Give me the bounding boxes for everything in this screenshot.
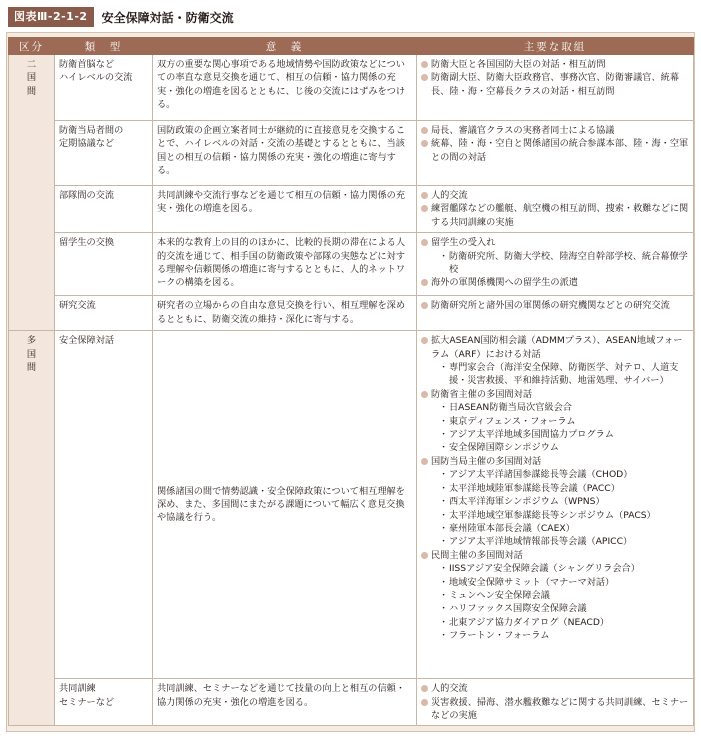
figure-label: 図表Ⅲ-2-1-2 — [8, 7, 94, 27]
category-cell-bilateral — [9, 55, 55, 331]
sub-activity-text: ミュンヘン安全保障会議 — [449, 589, 550, 601]
activity-item — [421, 189, 689, 202]
middle-dot-bullet-icon: ・ — [439, 496, 449, 508]
sub-activity-text: フラートン・フォーラム — [449, 630, 550, 642]
activity-item — [421, 71, 689, 98]
activities-cell — [417, 679, 694, 726]
circle-bullet-icon — [421, 205, 428, 212]
activity-item — [421, 276, 689, 289]
circle-bullet-icon — [421, 685, 428, 692]
activity-text: 人的交流 — [431, 683, 468, 695]
sub-activity-text: アジア太平洋諸国参謀総長等会議（CHOD） — [449, 469, 633, 481]
activity-list — [421, 58, 689, 98]
type-label: 部隊間の交流 — [59, 190, 115, 201]
sub-activity-text: 太平洋地域陸軍参謀総長等会議（PACC） — [449, 482, 620, 494]
table-row — [9, 331, 694, 679]
sub-activity-text: 西太平洋海軍シンポジウム（WPNS） — [449, 496, 605, 508]
activity-text: 防衛副大臣、防衛大臣政務官、事務次官、防衛審議官、統幕長、陸・海・空幕長クラスの対話・相互訪問 — [431, 72, 680, 97]
type-label: 研究交流 — [59, 300, 96, 312]
activity-item — [421, 696, 689, 723]
type-cell — [55, 121, 153, 186]
type-label: 防衛首脳など ハイレベルの交流 — [59, 59, 133, 84]
sub-activity-item — [439, 576, 689, 589]
table-body — [9, 55, 694, 726]
sub-activity-text: 防衛研究所、防衛大学校、陸海空自幹部学校、統合幕僚学校 — [449, 250, 688, 276]
circle-bullet-icon — [421, 391, 428, 398]
activity-text: 防衛省主催の多国間対話 — [431, 388, 533, 400]
sub-activity-item — [439, 482, 689, 495]
meaning-cell: 本来的な教育上の目的のほかに、比較的長期の滞在による人的交流を通じて、相手国の防衛政策や部隊の実態などに対する理解や信頼関係の増進に寄与するとともに、人的ネットワークの構築を図る。 — [153, 233, 417, 296]
meaning-cell: 研究者の立場からの自由な意見交換を行い、相互理解を深めるとともに、防衛交流の維持・深化に寄与する。 — [153, 296, 417, 331]
sub-activity-list — [431, 401, 689, 455]
activities-cell — [417, 233, 694, 296]
type-cell — [55, 186, 153, 233]
sub-activity-item — [439, 428, 689, 441]
sub-activity-list — [431, 468, 689, 548]
meaning-cell: 共同訓練、セミナーなどを通じて技量の向上と相互の信頼・協力関係の充実・強化の増進を図る。 — [153, 679, 417, 726]
sub-activity-text: ハリファックス国際安全保障会議 — [449, 603, 587, 615]
header-category: 区分 — [9, 38, 55, 55]
sub-activity-text: IISSアジア安全保障会議（シャングリラ会合） — [449, 563, 640, 575]
activity-item — [421, 455, 689, 549]
sub-activity-item — [439, 401, 689, 414]
activity-list — [421, 682, 689, 722]
circle-bullet-icon — [421, 552, 428, 559]
circle-bullet-icon — [421, 74, 428, 81]
middle-dot-bullet-icon: ・ — [439, 469, 449, 481]
activity-text: 防衛大臣と各国国防大臣の対話・相互訪問 — [431, 59, 606, 70]
table-row — [9, 679, 694, 726]
category-cell-multilateral — [9, 331, 55, 726]
middle-dot-bullet-icon: ・ — [439, 402, 449, 414]
circle-bullet-icon — [421, 192, 428, 199]
table-row — [9, 296, 694, 331]
activity-list — [421, 124, 689, 164]
circle-bullet-icon — [421, 279, 428, 286]
meaning-cell: 共同訓練や交流行事などを通じて相互の信頼・協力関係の充実・強化の増進を図る。 — [153, 186, 417, 233]
meaning-cell: 双方の重要な関心事項である地域情勢や国防政策などについての率直な意見交換を通じて、相互の信頼・協力関係の充実・強化の増進を図るとともに、じ後の交流にはずみをつける。 — [153, 55, 417, 121]
sub-activity-text: 安全保障国際シンポジウム — [449, 442, 559, 454]
sub-activity-text: 北東アジア協力ダイアログ（NEACD） — [449, 616, 610, 628]
sub-activity-text: 日ASEAN防衛当局次官級会合 — [449, 402, 572, 414]
figure-header — [8, 6, 234, 28]
sub-activity-item — [439, 415, 689, 428]
activity-item — [421, 299, 689, 312]
middle-dot-bullet-icon: ・ — [439, 563, 449, 575]
sub-activity-text: アジア太平洋地域情報部長等会議（APICC） — [449, 536, 633, 548]
sub-activity-item — [439, 602, 689, 615]
circle-bullet-icon — [421, 239, 428, 246]
sub-activity-text: 東京ディフェンス・フォーラム — [449, 415, 576, 427]
figure-title: 安全保障対話・防衛交流 — [101, 10, 234, 25]
circle-bullet-icon — [421, 337, 428, 344]
middle-dot-bullet-icon: ・ — [439, 250, 449, 262]
circle-bullet-icon — [421, 127, 428, 134]
activity-text: 国防当局主催の多国間対話 — [431, 455, 542, 467]
header-type: 類 型 — [55, 38, 153, 55]
activity-item — [421, 388, 689, 455]
category-label: 多国間 — [26, 335, 37, 374]
sub-activity-item — [439, 562, 689, 575]
middle-dot-bullet-icon: ・ — [439, 509, 449, 521]
sub-activity-list — [431, 562, 689, 642]
middle-dot-bullet-icon: ・ — [439, 589, 449, 601]
middle-dot-bullet-icon: ・ — [439, 482, 449, 494]
middle-dot-bullet-icon: ・ — [439, 616, 449, 628]
activity-list — [421, 189, 689, 229]
sub-activity-item — [439, 250, 689, 277]
type-cell — [55, 296, 153, 331]
type-label: 安全保障対話 — [59, 335, 115, 347]
activity-text: 人的交流 — [431, 190, 468, 201]
exchange-table — [8, 37, 694, 726]
middle-dot-bullet-icon: ・ — [439, 415, 449, 427]
header-meaning: 意 義 — [153, 38, 417, 55]
activity-list — [421, 334, 689, 642]
table-row — [9, 121, 694, 186]
type-label: 留学生の交換 — [59, 237, 115, 249]
sub-activity-item — [439, 589, 689, 602]
table-row — [9, 55, 694, 121]
sub-activity-item — [439, 495, 689, 508]
middle-dot-bullet-icon: ・ — [439, 603, 449, 615]
sub-activity-text: アジア太平洋地域多国間協力プログラム — [449, 429, 614, 441]
middle-dot-bullet-icon: ・ — [439, 576, 449, 588]
type-cell — [55, 679, 153, 726]
middle-dot-bullet-icon: ・ — [439, 429, 449, 441]
activity-item — [421, 124, 689, 137]
activity-text: 練習艦隊などの艦艇、航空機の相互訪問、捜索・救難などに関する共同訓練の実施 — [431, 203, 689, 228]
activity-text: 災害救援、掃海、潜水艦救難などに関する共同訓練、セミナーなどの実施 — [431, 696, 689, 722]
type-cell — [55, 55, 153, 121]
sub-activity-text: 地域安全保障サミット（マナーマ対話） — [449, 576, 615, 588]
header-activities: 主要な取組 — [417, 38, 694, 55]
circle-bullet-icon — [421, 458, 428, 465]
sub-activity-text: 太平洋地域空軍参謀総長等シンポジウム（PACS） — [449, 509, 656, 521]
activity-item — [421, 137, 689, 164]
meaning-cell: 関係諸国の間で情勢認識・安全保障政策について相互理解を深め、また、多国間にまたがる課題について幅広く意見交換や協議を行う。 — [153, 331, 417, 679]
sub-activity-item — [439, 629, 689, 642]
sub-activity-text: 専門家会合（海洋安全保障、防衛医学、対テロ、人道支援・災害救援、平和維持活動、地雷処理、サイバー） — [449, 362, 679, 387]
activity-item — [421, 58, 689, 71]
type-cell — [55, 331, 153, 679]
sub-activity-item — [439, 522, 689, 535]
sub-activity-item — [439, 535, 689, 548]
middle-dot-bullet-icon: ・ — [439, 536, 449, 548]
sub-activity-list — [431, 361, 689, 388]
meaning-cell: 国防政策の企画立案者同士が継続的に直接意見を交換することで、ハイレベルの対話・交流の基礎とするとともに、当該国との相互の信頼・協力関係の充実・強化の増進に寄与する。 — [153, 121, 417, 186]
activity-text: 拡大ASEAN国防相会議（ADMMプラス）、ASEAN地域フォーラム（ARF）における対話 — [431, 335, 683, 360]
sub-activity-item — [439, 616, 689, 629]
circle-bullet-icon — [421, 302, 428, 309]
activities-cell — [417, 296, 694, 331]
activities-cell — [417, 55, 694, 121]
activity-item — [421, 202, 689, 229]
circle-bullet-icon — [421, 140, 428, 147]
middle-dot-bullet-icon: ・ — [439, 522, 449, 534]
activity-item — [421, 334, 689, 388]
activity-text: 海外の軍関係機関への留学生の派遣 — [431, 277, 578, 289]
type-label: 共同訓練 セミナーなど — [59, 683, 115, 708]
activity-item — [421, 549, 689, 643]
activities-cell — [417, 186, 694, 233]
activity-text: 統幕、陸・海・空自と関係諸国の統合参謀本部、陸・海・空軍との間の対話 — [431, 138, 689, 163]
category-label: 二国間 — [26, 59, 37, 97]
sub-activity-item — [439, 509, 689, 522]
activities-cell — [417, 121, 694, 186]
table-row — [9, 233, 694, 296]
sub-activity-text: 豪州陸軍本部長会議（CAEX） — [449, 522, 575, 534]
activity-text: 民間主催の多国間対話 — [431, 549, 523, 561]
sub-activity-item — [439, 468, 689, 481]
activity-list — [421, 299, 689, 312]
middle-dot-bullet-icon: ・ — [439, 442, 449, 454]
sub-activity-item — [439, 361, 689, 388]
type-cell — [55, 233, 153, 296]
sub-activity-item — [439, 441, 689, 454]
activity-item — [421, 682, 689, 695]
middle-dot-bullet-icon: ・ — [439, 630, 449, 642]
activity-text: 留学生の受入れ — [431, 237, 496, 249]
table-header-row — [9, 38, 694, 55]
circle-bullet-icon — [421, 61, 428, 68]
activity-text: 局長、審議官クラスの実務者同士による協議 — [431, 125, 615, 136]
activity-text: 防衛研究所と諸外国の軍関係の研究機関などとの研究交流 — [431, 300, 670, 312]
activities-cell — [417, 331, 694, 679]
table-row — [9, 186, 694, 233]
type-label: 防衛当局者間の 定期協議など — [59, 125, 124, 150]
circle-bullet-icon — [421, 699, 428, 706]
activity-list — [421, 236, 689, 290]
sub-activity-list — [431, 250, 689, 277]
activity-item — [421, 236, 689, 276]
middle-dot-bullet-icon: ・ — [439, 362, 449, 374]
